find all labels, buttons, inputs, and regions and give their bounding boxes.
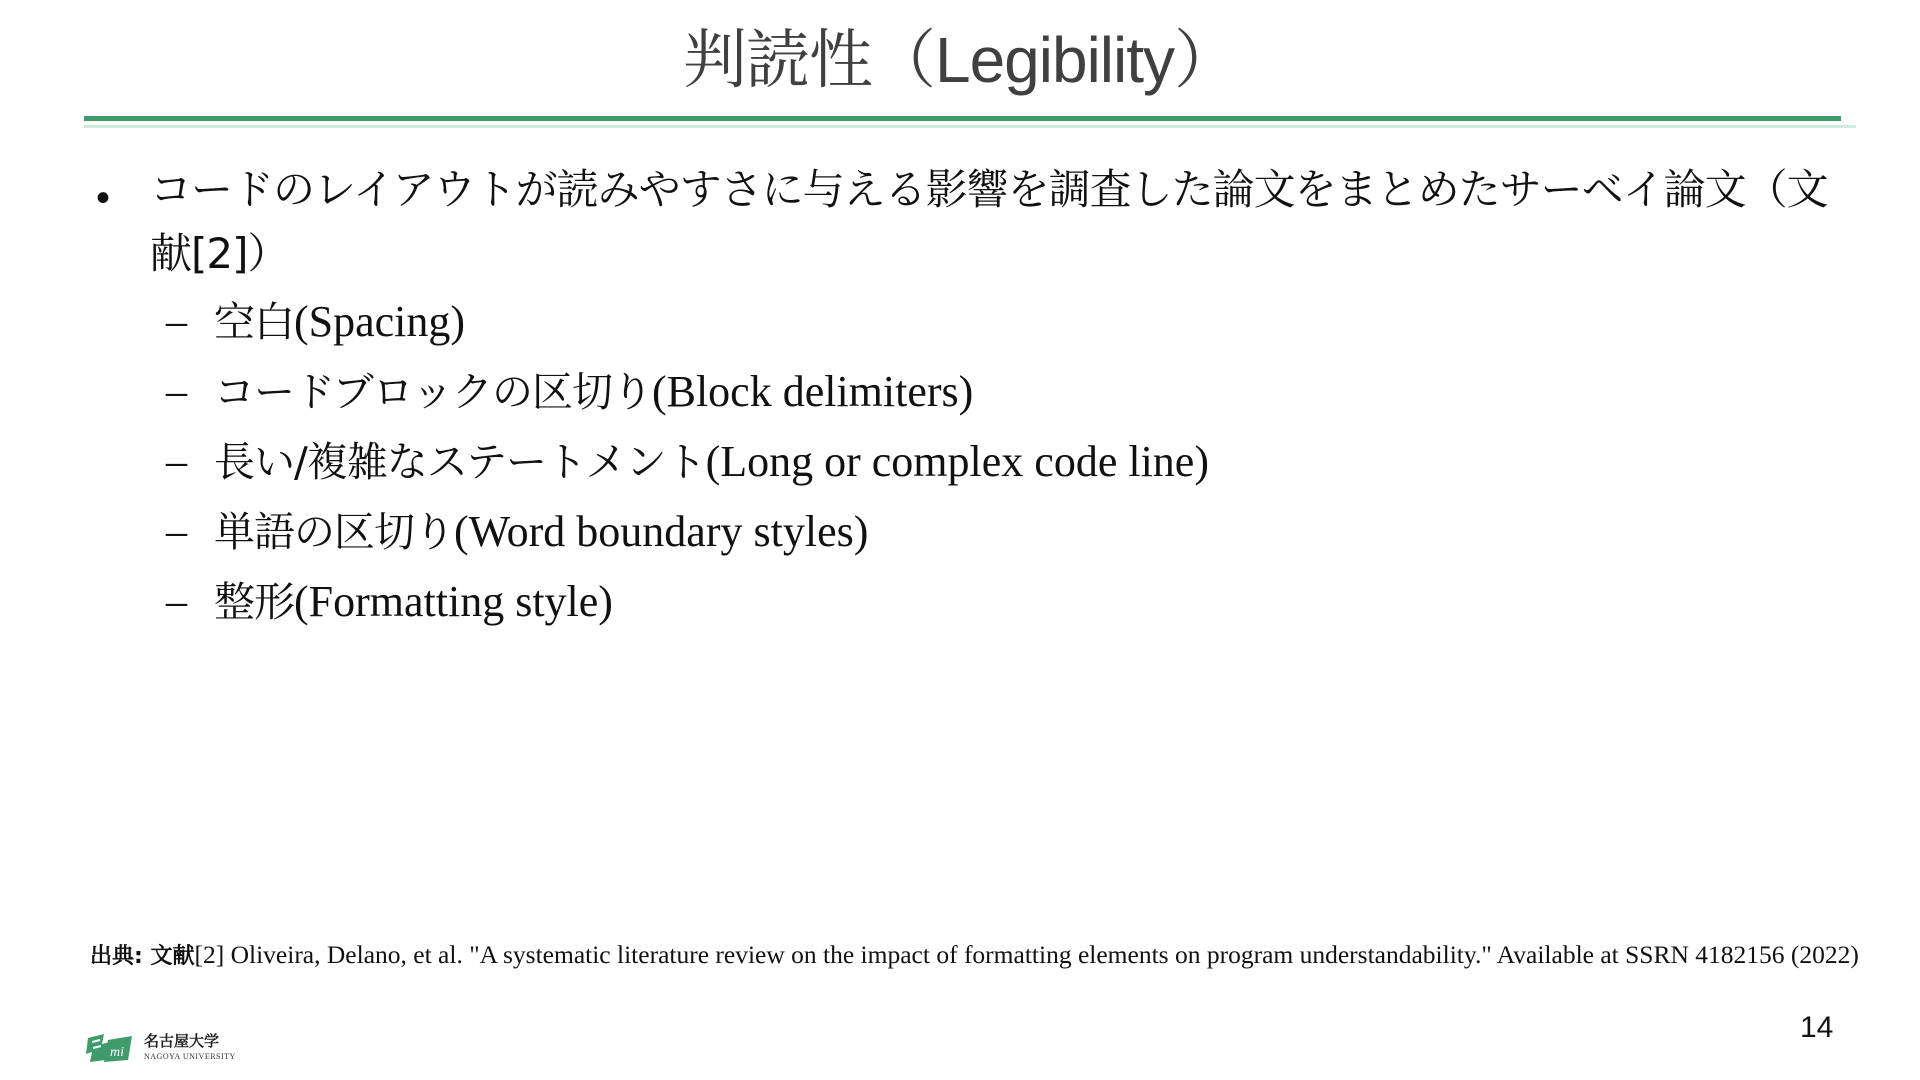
- dash-icon: –: [166, 369, 187, 415]
- sub-bullet-jp: 空白: [214, 298, 294, 346]
- sub-bullet-item: [0, 362, 1800, 422]
- sub-bullet-en: (Long or complex code line): [705, 437, 1209, 486]
- sub-bullet-en: (Formatting style): [294, 577, 613, 626]
- sub-bullet-jp: 長い/複雑なステートメント: [214, 438, 706, 486]
- sub-bullet-en: (Block delimiters): [651, 367, 974, 416]
- sub-bullet-item: [0, 432, 1800, 492]
- university-logo: [84, 1030, 244, 1070]
- sub-bullet-text: [214, 362, 973, 422]
- sub-bullet-en: (Spacing): [294, 297, 466, 346]
- sub-bullet-text: [214, 292, 465, 352]
- logo-name-en: NAGOYA UNIVERSITY: [144, 1052, 236, 1061]
- page-number: 14: [1800, 1011, 1834, 1044]
- sub-bullet-jp: コードブロックの区切り: [214, 368, 652, 416]
- title-underline-light: [84, 125, 1856, 128]
- dash-icon: –: [166, 439, 187, 485]
- sub-bullet-jp: 整形: [214, 578, 294, 626]
- reference-text: [2] Oliveira, Delano, et al. "A systematic literature review on the impact of formatting elements on program understandability." Available at SSRN 4182156 (2022): [194, 940, 1859, 969]
- sub-bullet-text: [214, 572, 613, 632]
- title-underline: [84, 116, 1841, 121]
- sub-bullet-jp: 単語の区切り: [214, 508, 454, 556]
- svg-text:mi: mi: [110, 1045, 124, 1060]
- main-bullet-text: コードのレイアウトが読みやすさに与える影響を調査した論文をまとめたサーベイ論文（文献[2]）: [150, 165, 1828, 278]
- sub-bullet-text: [214, 432, 1209, 492]
- slide-title: 判読性（Legibility）: [682, 24, 1238, 96]
- bullet-icon: •: [96, 176, 111, 220]
- logo-name-jp: 名古屋大学: [144, 1032, 220, 1050]
- dash-icon: –: [166, 509, 187, 555]
- sub-bullet-item: [0, 572, 1800, 632]
- nagoya-university-logo-icon: [84, 1030, 140, 1066]
- sub-bullet-item: [0, 292, 1800, 352]
- reference-label: 出典: 文献: [90, 944, 195, 969]
- reference-citation: [90, 938, 1890, 974]
- sub-bullet-en: (Word boundary styles): [454, 507, 869, 556]
- dash-icon: –: [166, 299, 187, 345]
- dash-icon: –: [166, 579, 187, 625]
- sub-bullet-item: [0, 502, 1800, 562]
- sub-bullet-text: [214, 502, 868, 562]
